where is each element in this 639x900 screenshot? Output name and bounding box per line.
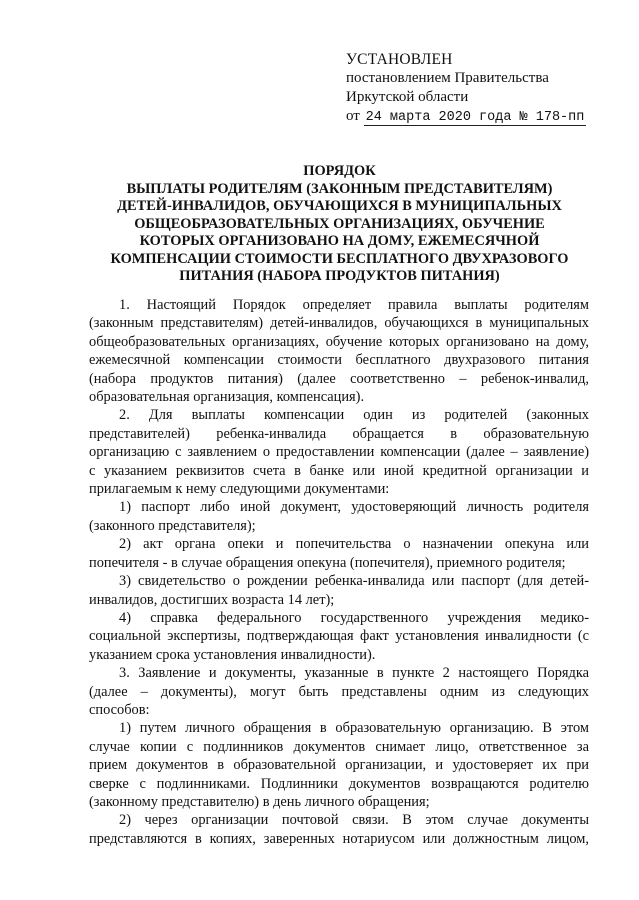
body-line: 3. Заявление и документы, указанные в пункте 2 настоящего Порядка <box>119 665 589 682</box>
body-line: ежемесячной компенсации стоимости бесплатного двухразового питания <box>89 352 589 369</box>
body-line: 4) справка федерального государственного учреждения медико- <box>119 609 589 626</box>
body-line: представителей) ребенка-инвалида обращается в образовательную <box>89 425 589 442</box>
title-line: ДЕТЕЙ-ИНВАЛИДОВ, ОБУЧАЮЩИХСЯ В МУНИЦИПАЛЬНЫХ <box>117 198 562 214</box>
body-line: 3) свидетельство о рождении ребенка-инвалида или паспорт (для детей- <box>119 573 589 590</box>
body-line: указанием срока установления инвалидности). <box>89 646 376 663</box>
title-line: КОМПЕНСАЦИИ СТОИМОСТИ БЕСПЛАТНОГО ДВУХРАЗОВОГО <box>110 250 569 267</box>
body-line: прием документов в образовательной организации, и удостоверяет их при <box>89 757 589 774</box>
approval-date-line <box>346 107 616 127</box>
body-line: организацию с заявлением о предоставлении компенсации (далее – заявление) <box>89 444 589 461</box>
title-line: ПИТАНИЯ (НАБОРА ПРОДУКТОВ ПИТАНИЯ) <box>179 268 500 284</box>
document-title <box>100 163 579 286</box>
title-line: КОТОРЫХ ОРГАНИЗОВАНО НА ДОМУ, ЕЖЕМЕСЯЧНОЙ <box>139 233 540 249</box>
approval-line-2: Иркутской области <box>346 89 469 105</box>
body-line: с указанием реквизитов счета в банке или иной кредитной организации и <box>89 462 589 479</box>
body-line: 1) паспорт либо иной документ, удостоверяющий личность родителя <box>119 499 589 516</box>
body-line: представляются в копиях, заверенных нотариусом или должностным лицом, <box>89 830 589 847</box>
approval-block <box>346 50 616 127</box>
body-line: образовательная организация, компенсация). <box>89 389 365 406</box>
body-line: прилагаемым к нему следующими документами: <box>89 481 390 498</box>
body-line: инвалидов, достигших возраста 14 лет); <box>89 591 335 608</box>
approval-date-prefix: от <box>346 108 360 124</box>
body-line: (законным представителям) детей-инвалидов, обучающихся в муниципальных <box>89 315 589 332</box>
body-line: 1) путем личного обращения в образовательную организацию. В этом <box>119 720 589 737</box>
body-line: (набора продуктов питания) (далее соответственно – ребенок-инвалид, <box>89 370 589 387</box>
body-line: способов: <box>89 701 150 718</box>
body-line: общеобразовательных организациях, обучение которых организовано на дому, <box>89 333 589 350</box>
body-line: сверке с подлинниками. Подлинники документов возвращаются родителю <box>89 775 589 792</box>
approval-line-1: постановлением Правительства <box>346 70 549 86</box>
document-body <box>89 296 589 848</box>
approval-stamp: УСТАНОВЛЕН <box>346 51 453 68</box>
body-line: 2) акт органа опеки и попечительства о назначении опекуна или <box>119 536 589 553</box>
body-line: (законного представителя); <box>89 517 256 534</box>
body-line: случае копии с подлинников документов снимает лицо, ответственное за <box>89 738 589 755</box>
approval-date-typed: 24 марта 2020 года № 178-пп <box>365 110 585 125</box>
body-line: социальной экспертизы, подтверждающая факт установления инвалидности (с <box>89 628 589 645</box>
title-line: ОБЩЕОБРАЗОВАТЕЛЬНЫХ ОРГАНИЗАЦИЯХ, ОБУЧЕНИЕ <box>134 215 545 232</box>
body-line: 1. Настоящий Порядок определяет правила выплаты родителям <box>119 297 589 313</box>
body-line: 2) через организации почтовой связи. В этом случае документы <box>119 812 589 829</box>
body-line: (законному представителю) в день личного обращения; <box>89 793 430 810</box>
body-line: (далее – документы), могут быть представлены одним из следующих <box>89 683 589 700</box>
title-line: ВЫПЛАТЫ РОДИТЕЛЯМ (ЗАКОННЫМ ПРЕДСТАВИТЕЛЯМ) <box>126 180 553 197</box>
title-line: ПОРЯДОК <box>303 163 376 179</box>
body-line: попечителя - в случае обращения опекуна (попечителя), приемного родителя; <box>89 554 566 571</box>
body-line: 2. Для выплаты компенсации один из родителей (законных <box>119 407 589 424</box>
